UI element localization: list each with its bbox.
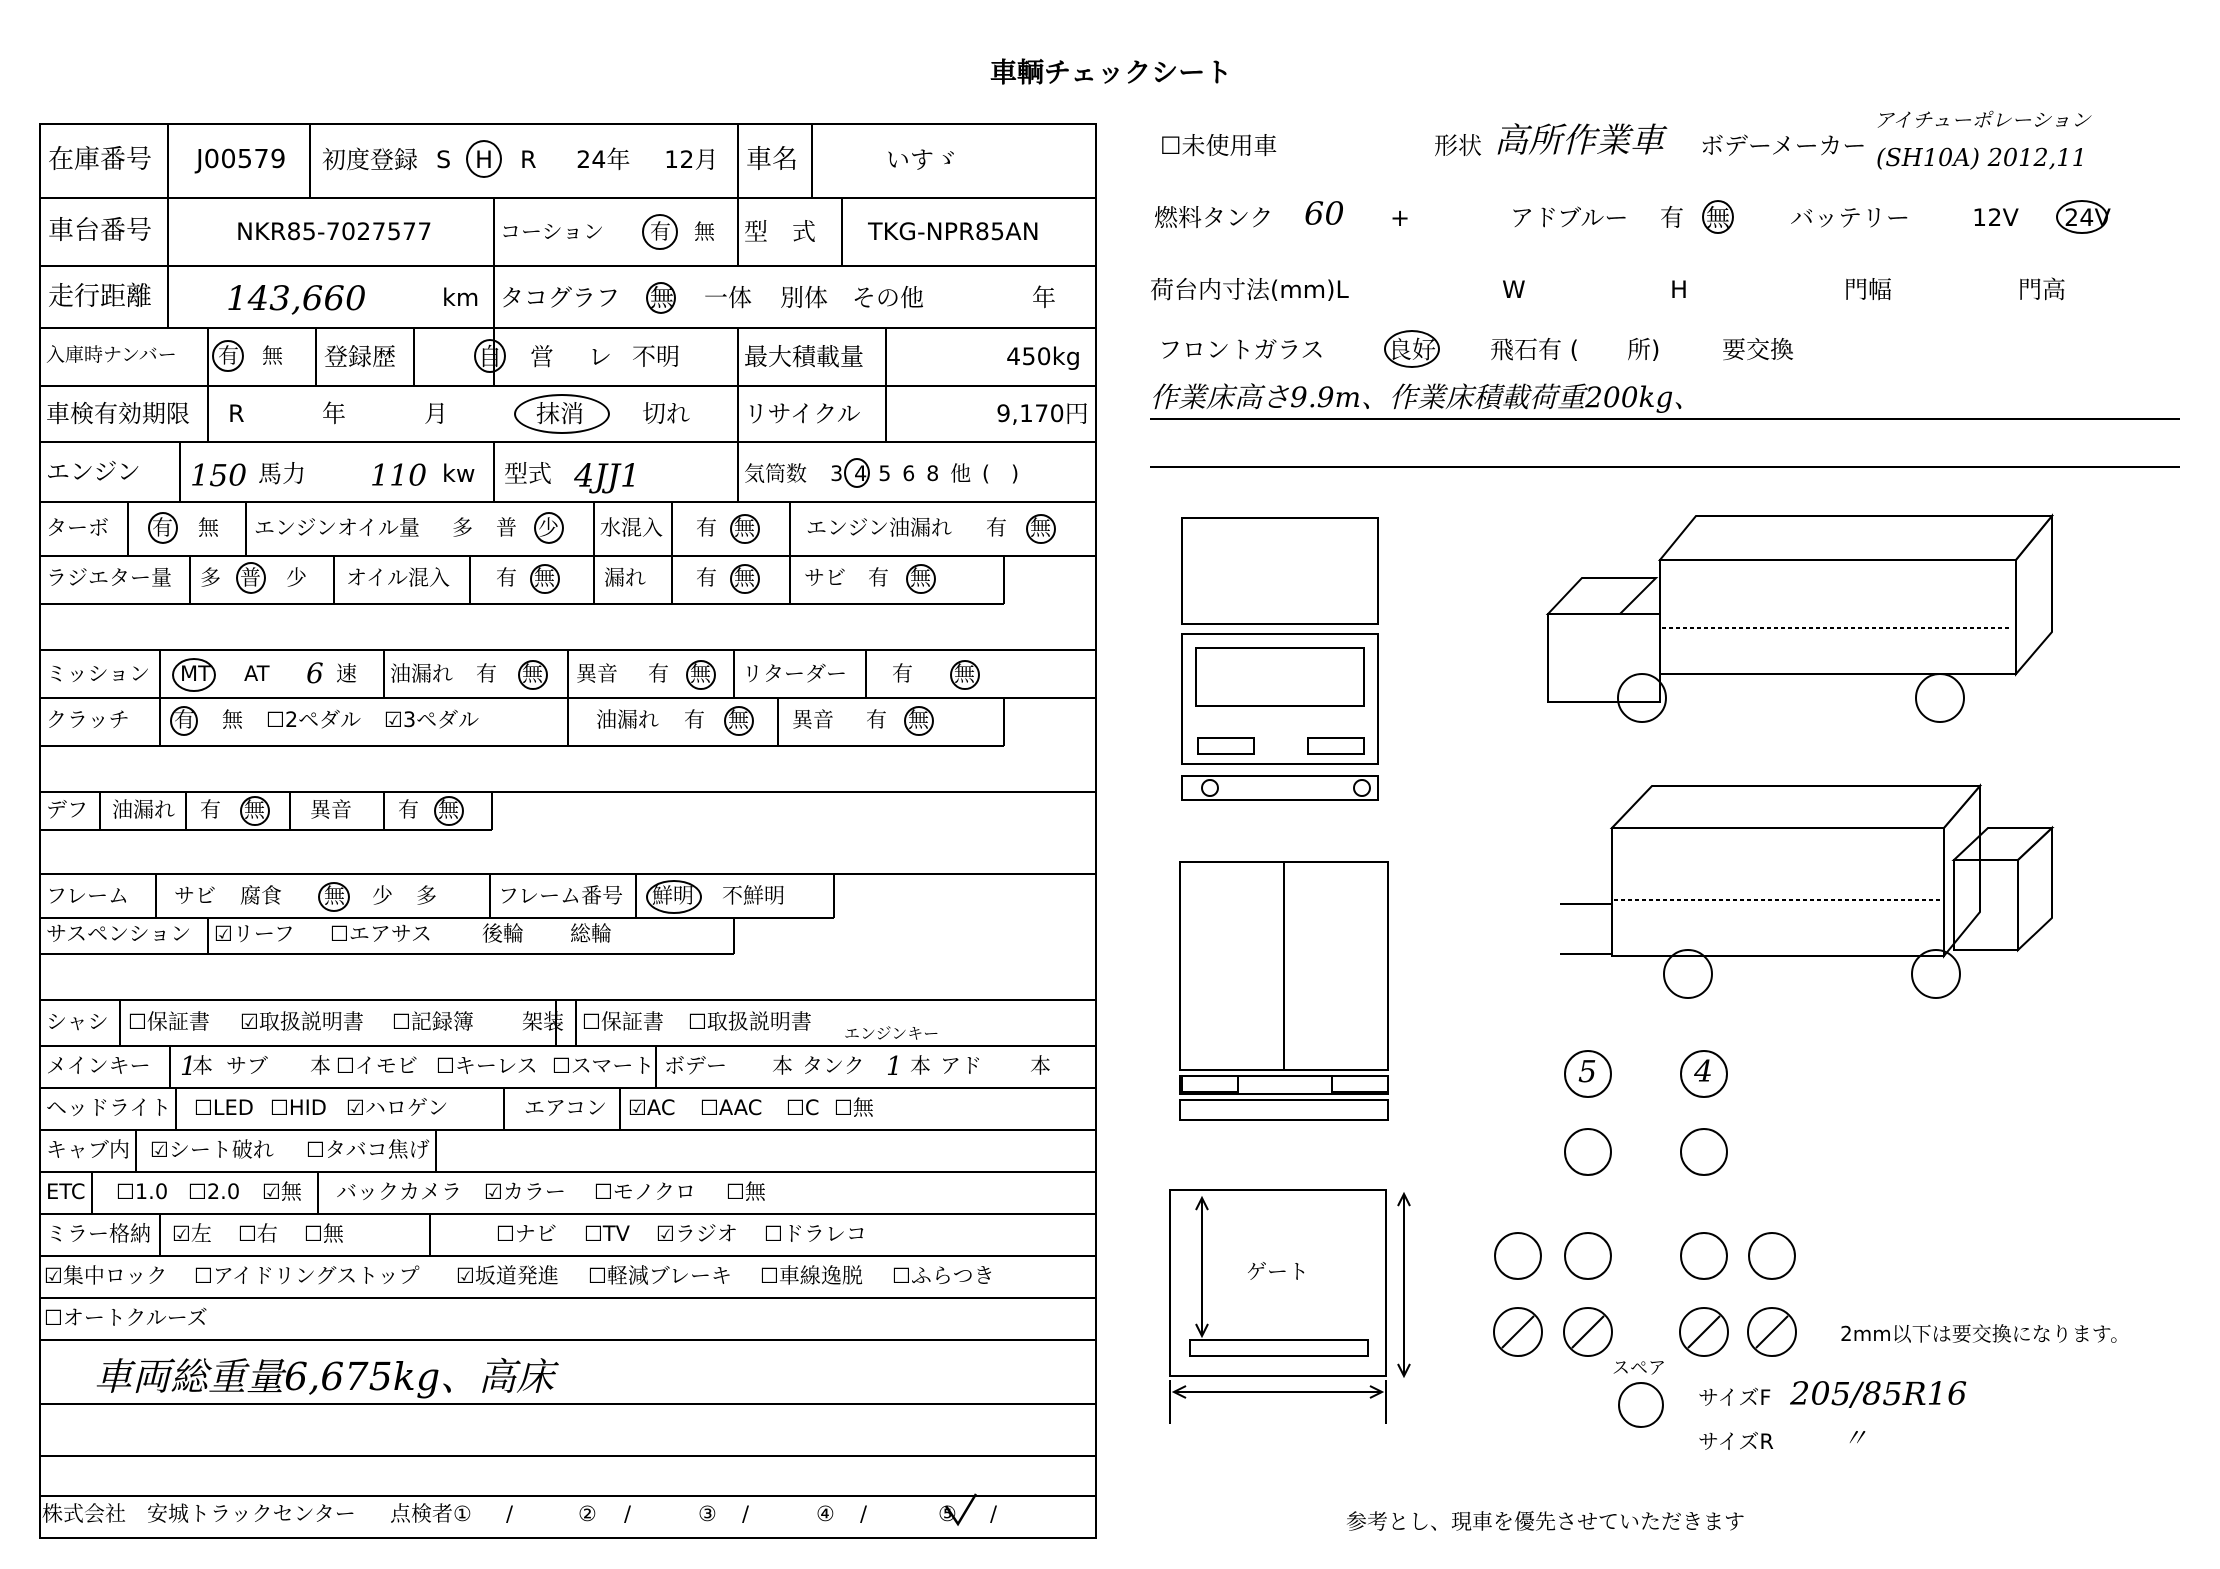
inspector-3-slash: / — [742, 1502, 750, 1526]
turbo-label: ターボ — [46, 516, 109, 540]
era-heisei: H — [475, 146, 494, 174]
clutch-yes: 有 — [174, 708, 195, 732]
fuel-tank-plus: + — [1390, 204, 1411, 232]
body-docs-label: 架装 — [522, 1010, 564, 1034]
central-lock: ☑集中ロック — [44, 1264, 168, 1288]
transmission-mt: MT — [180, 662, 211, 686]
clutch-noise-label: 異音 — [792, 708, 834, 732]
kilowatt-value: 110 — [370, 459, 428, 494]
keyless: ☐キーレス — [436, 1054, 538, 1078]
size-front-value: 205/85R16 — [1790, 1375, 1968, 1413]
adblue-key-hon: 本 — [1030, 1054, 1051, 1078]
oil-mix-yes: 有 — [496, 566, 517, 590]
chassis-no-label: 車台番号 — [48, 216, 153, 246]
rust-label: サビ — [804, 566, 846, 590]
model-label: 型 式 — [744, 218, 816, 246]
engine-type-value: 4JJ1 — [574, 457, 641, 495]
windshield-replace: 要交換 — [1722, 336, 1794, 364]
mirror-left: ☑左 — [172, 1222, 212, 1246]
lane-departure: ☐車線逸脱 — [760, 1264, 863, 1288]
cylinders-label: 気筒数 — [744, 462, 807, 486]
smart-key: ☐スマート — [552, 1054, 655, 1078]
registration-unknown: 不明 — [632, 343, 680, 371]
gate-label: ゲート — [1246, 1260, 1309, 1284]
spare-label: スペア — [1612, 1358, 1666, 1379]
mirror-right: ☐右 — [238, 1222, 278, 1246]
mileage-unit: km — [442, 284, 480, 312]
registration-month: 12月 — [664, 146, 719, 174]
cylinders-options: 3 4 5 6 8 他 ( ) — [830, 462, 1020, 486]
inspection-month: 月 — [424, 400, 448, 428]
engine-oil-leak-no: 無 — [1030, 516, 1051, 540]
handwritten-spec-note: 作業床高さ9.9m、作業床積載荷重200kg、 — [1150, 381, 1702, 414]
engine-oil-normal: 普 — [496, 516, 517, 540]
battery-24v: 24V — [2064, 204, 2111, 232]
diff-oil-leak-yes: 有 — [200, 798, 221, 822]
adblue-label: アドブルー — [1510, 204, 1629, 232]
diff-oil-leak-no: 無 — [244, 798, 265, 822]
transmission-oil-leak-yes: 有 — [476, 662, 497, 686]
vehicle-name-value: いすゞ — [886, 146, 958, 174]
inspector-2-label: ② — [578, 1502, 597, 1526]
stock-no-label: 在庫番号 — [48, 145, 153, 175]
caution-no: 無 — [694, 220, 715, 244]
inspector-4-slash: / — [860, 1502, 868, 1526]
retarder-label: リターダー — [742, 662, 847, 686]
transmission-noise-no: 無 — [690, 662, 711, 686]
body-maker-label: ボデーメーカー — [1700, 132, 1867, 160]
inspector-1-label: 点検者① — [390, 1502, 472, 1526]
aircon-none: ☐無 — [834, 1096, 874, 1120]
recycle-fee: 9,170円 — [996, 400, 1089, 428]
clutch-label: クラッチ — [46, 708, 130, 732]
body-maker-value: アイチューポレーション — [1874, 108, 2091, 132]
frame-few: 少 — [372, 884, 393, 908]
etc-label: ETC — [46, 1180, 86, 1204]
tv: ☐TV — [584, 1222, 631, 1246]
engine-label: エンジン — [46, 458, 141, 486]
water-mix-yes: 有 — [696, 516, 717, 540]
inspector-1-slash: / — [506, 1502, 514, 1526]
caution-label: コーション — [500, 220, 605, 244]
inspector-4-label: ④ — [816, 1502, 835, 1526]
size-rear-value: 〃 — [1842, 1424, 1869, 1454]
aircon-ac: ☑AC — [628, 1096, 676, 1120]
suspension-label: サスペンション — [46, 922, 192, 946]
frame-number-clear: 鮮明 — [652, 884, 694, 908]
hill-start-assist: ☑坂道発進 — [456, 1264, 559, 1288]
cab-interior-label: キャブ内 — [46, 1138, 130, 1162]
windshield-chip: 飛石有 ( 所) — [1490, 336, 1661, 364]
registration-business: 営 — [530, 343, 554, 371]
body-maker-model: (SH10A) 2012,11 — [1876, 144, 2087, 172]
dashcam: ☐ドラレコ — [764, 1222, 867, 1246]
water-mix-no: 無 — [734, 516, 755, 540]
entry-plate-no: 無 — [262, 344, 283, 368]
size-front-label: サイズF — [1698, 1386, 1772, 1410]
frame-rust: サビ — [174, 884, 216, 908]
entry-plate-yes: 有 — [218, 344, 239, 368]
body-key-label: ボデー — [664, 1054, 727, 1078]
tire-front-right-depth: 4 — [1694, 1055, 1714, 1090]
immobilizer: ☐イモビ — [336, 1054, 418, 1078]
radio: ☑ラジオ — [656, 1222, 738, 1246]
navigation: ☐ナビ — [496, 1222, 557, 1246]
back-camera-none: ☐無 — [726, 1180, 766, 1204]
radiator-leak-no: 無 — [734, 566, 755, 590]
entry-plate-label: 入庫時ナンバー — [46, 344, 177, 366]
clutch-no: 無 — [222, 708, 243, 732]
size-rear-label: サイズR — [1698, 1430, 1774, 1454]
inspection-expiry-label: 車検有効期限 — [46, 400, 190, 428]
sub-key-label: サブ — [226, 1054, 268, 1078]
mileage-label: 走行距離 — [48, 282, 153, 312]
collision-mitigation-brake: ☐軽減ブレーキ — [588, 1264, 732, 1288]
tire-replace-note: 2mm以下は要交換になります。 — [1840, 1322, 2131, 1346]
engine-key-note: エンジンキー — [844, 1024, 940, 1043]
body-key-hon: 本 — [772, 1054, 793, 1078]
clutch-2-pedal: ☐2ペダル — [266, 708, 362, 732]
retarder-no: 無 — [954, 662, 975, 686]
engine-oil-leak-yes: 有 — [986, 516, 1007, 540]
transmission-noise-label: 異音 — [576, 662, 618, 686]
etc-none: ☑無 — [262, 1180, 302, 1204]
suspension-all: 総輪 — [570, 922, 612, 946]
adblue-no: 無 — [1706, 204, 1730, 232]
tachograph-label: タコグラフ — [500, 284, 620, 312]
turbo-yes: 有 — [152, 516, 173, 540]
kilowatt-label: kw — [442, 460, 476, 488]
clutch-oil-leak-no: 無 — [728, 708, 749, 732]
headlight-hid: ☐HID — [270, 1096, 327, 1120]
clutch-3-pedal: ☑3ペダル — [384, 708, 480, 732]
transmission-noise-yes: 有 — [648, 662, 669, 686]
seat-torn: ☑シート破れ — [150, 1138, 274, 1162]
auto-cruise: ☐オートクルーズ — [44, 1306, 208, 1330]
transmission-label: ミッション — [46, 662, 151, 686]
gate-height-label: 門高 — [2018, 276, 2066, 304]
diff-noise-label: 異音 — [310, 798, 352, 822]
tachograph-separate: 別体 — [780, 284, 828, 312]
frame-number-label: フレーム番号 — [498, 884, 624, 908]
first-registration-label: 初度登録 — [322, 146, 418, 174]
retarder-yes: 有 — [892, 662, 913, 686]
transmission-oil-leak-no: 無 — [522, 662, 543, 686]
inspector-2-slash: / — [624, 1502, 632, 1526]
bed-length-label: 荷台内寸法(mm)L — [1150, 276, 1349, 304]
battery-label: バッテリー — [1790, 204, 1910, 232]
registration-rental: レ — [588, 343, 612, 371]
horsepower-label: 馬力 — [258, 460, 306, 488]
suspension-rear: 後輪 — [482, 922, 524, 946]
chassis-docs-label: シャシ — [46, 1010, 109, 1034]
body-manual: ☐取扱説明書 — [688, 1010, 812, 1034]
main-key-label: メインキー — [46, 1054, 151, 1078]
engine-oil-many: 多 — [452, 516, 473, 540]
headlight-halogen: ☑ハロゲン — [346, 1096, 449, 1120]
registration-history-label: 登録歴 — [324, 343, 396, 371]
horsepower-value: 150 — [190, 459, 248, 494]
clutch-noise-no: 無 — [908, 708, 929, 732]
frame-corrosion: 腐食 — [240, 884, 282, 908]
shape-value: 高所作業車 — [1494, 121, 1664, 161]
aircon-aac: ☐AAC — [700, 1096, 763, 1120]
body-warranty: ☐保証書 — [582, 1010, 664, 1034]
caution-yes: 有 — [650, 220, 671, 244]
frame-many: 多 — [416, 884, 437, 908]
page-title: 車輌チェックシート — [990, 58, 1233, 89]
tire-front-left-depth: 5 — [1578, 1055, 1598, 1090]
chassis-no-value: NKR85-7027577 — [236, 218, 433, 246]
mileage-value: 143,660 — [226, 279, 367, 319]
spare-tire — [1618, 1382, 1664, 1428]
back-camera-mono: ☐モノクロ — [594, 1180, 696, 1204]
radiator-normal: 普 — [240, 566, 261, 590]
shape-label: 形状 — [1434, 132, 1482, 160]
headlight-label: ヘッドライト — [46, 1096, 172, 1120]
inspection-reiwa: R — [228, 400, 245, 428]
sub-key-hon: 本 — [310, 1054, 331, 1078]
adblue-yes: 有 — [1660, 204, 1684, 232]
handwritten-weight-note: 車両総重量6,675kg、高床 — [94, 1355, 555, 1399]
max-load-label: 最大積載量 — [744, 343, 864, 371]
tank-key-hon: 本 — [910, 1054, 931, 1078]
back-camera-label: バックカメラ — [336, 1180, 462, 1204]
era-reiwa: R — [520, 146, 537, 174]
water-mix-label: 水混入 — [600, 516, 663, 540]
main-key-hon: 本 — [192, 1054, 213, 1078]
gate-width-label: 門幅 — [1844, 276, 1892, 304]
radiator-many: 多 — [200, 566, 221, 590]
transmission-at: AT — [244, 662, 270, 686]
clutch-noise-yes: 有 — [866, 708, 887, 732]
etc-1-0: ☐1.0 — [116, 1180, 169, 1204]
suspension-air: ☐エアサス — [330, 922, 432, 946]
inspector-5-label: ⑤ — [938, 1502, 957, 1526]
era-showa: S — [436, 146, 452, 174]
chassis-record-book: ☐記録簿 — [392, 1010, 474, 1034]
registration-year: 24年 — [576, 146, 631, 174]
tachograph-none: 無 — [650, 284, 674, 312]
bed-height-label: H — [1670, 276, 1689, 304]
oil-mix-label: オイル混入 — [346, 566, 450, 590]
inspection-expired: 切れ — [642, 400, 690, 428]
recycle-label: リサイクル — [744, 400, 861, 428]
radiator-leak-yes: 有 — [696, 566, 717, 590]
aircon-label: エアコン — [524, 1096, 607, 1120]
idling-stop: ☐アイドリングストップ — [194, 1264, 420, 1288]
chassis-warranty: ☐保証書 — [128, 1010, 210, 1034]
windshield-label: フロントガラス — [1158, 336, 1325, 364]
engine-oil-label: エンジンオイル量 — [254, 516, 420, 540]
back-camera-color: ☑カラー — [484, 1180, 566, 1204]
tachograph-year: 年 — [1032, 284, 1056, 312]
inspector-3-label: ③ — [698, 1502, 717, 1526]
rust-yes: 有 — [868, 566, 889, 590]
diff-noise-yes: 有 — [398, 798, 419, 822]
inspector-5-slash: / — [990, 1502, 998, 1526]
oil-mix-no: 無 — [534, 566, 555, 590]
fuel-tank-label: 燃料タンク — [1154, 204, 1274, 232]
windshield-good: 良好 — [1388, 336, 1436, 364]
engine-type-label: 型式 — [504, 460, 552, 488]
engine-oil-few: 少 — [538, 516, 559, 540]
transmission-speeds: 6 — [306, 657, 324, 690]
tachograph-other: その他 — [852, 284, 924, 312]
inspection-deregistered: 抹消 — [536, 400, 584, 428]
battery-12v: 12V — [1972, 204, 2019, 232]
mirror-fold-label: ミラー格納 — [46, 1222, 151, 1246]
engine-oil-leak-label: エンジン油漏れ — [806, 516, 952, 540]
radiator-label: ラジエター量 — [46, 566, 172, 590]
tachograph-integrated: 一体 — [704, 284, 752, 312]
fuel-tank-value: 60 — [1304, 195, 1345, 233]
radiator-few: 少 — [286, 566, 307, 590]
inspection-year: 年 — [322, 400, 346, 428]
tank-key-count: 1 — [886, 1052, 903, 1082]
diff-noise-no: 無 — [438, 798, 459, 822]
clutch-oil-leak-label: 油漏れ — [596, 708, 659, 732]
aircon-c: ☐C — [786, 1096, 820, 1120]
reference-note: 参考とし、現車を優先させていただきます — [1346, 1510, 1745, 1534]
stock-no-value: J00579 — [196, 145, 287, 175]
transmission-speed-label: 速 — [336, 662, 357, 686]
max-load-value: 450kg — [1006, 343, 1081, 371]
etc-2-0: ☐2.0 — [188, 1180, 241, 1204]
registration-private: 自 — [478, 343, 502, 371]
adblue-key-label: アド — [940, 1054, 982, 1078]
suspension-leaf: ☑リーフ — [214, 922, 295, 946]
rust-no: 無 — [910, 566, 931, 590]
tobacco-burn: ☐タバコ焦げ — [306, 1138, 430, 1162]
model-value: TKG-NPR85AN — [868, 218, 1040, 246]
bed-width-label: W — [1502, 276, 1526, 304]
chassis-manual: ☑取扱説明書 — [240, 1010, 364, 1034]
radiator-leak-label: 漏れ — [604, 566, 646, 590]
frame-none: 無 — [324, 884, 345, 908]
tank-key-label: タンク — [802, 1054, 865, 1078]
transmission-oil-leak-label: 油漏れ — [390, 662, 453, 686]
company-name: 株式会社 安城トラックセンター — [42, 1502, 356, 1526]
diff-label: デフ — [46, 798, 88, 822]
diff-oil-leak-label: 油漏れ — [112, 798, 175, 822]
mirror-none: ☐無 — [304, 1222, 344, 1246]
unused-vehicle-checkbox: ☐未使用車 — [1160, 132, 1278, 160]
clutch-oil-leak-yes: 有 — [684, 708, 705, 732]
turbo-no: 無 — [198, 516, 219, 540]
main-key-count: 1 — [180, 1052, 197, 1082]
frame-label: フレーム — [46, 884, 130, 908]
frame-number-unclear: 不鮮明 — [722, 884, 785, 908]
wobble-warning: ☐ふらつき — [892, 1264, 995, 1288]
vehicle-name-label: 車名 — [746, 145, 799, 175]
headlight-led: ☐LED — [194, 1096, 254, 1120]
